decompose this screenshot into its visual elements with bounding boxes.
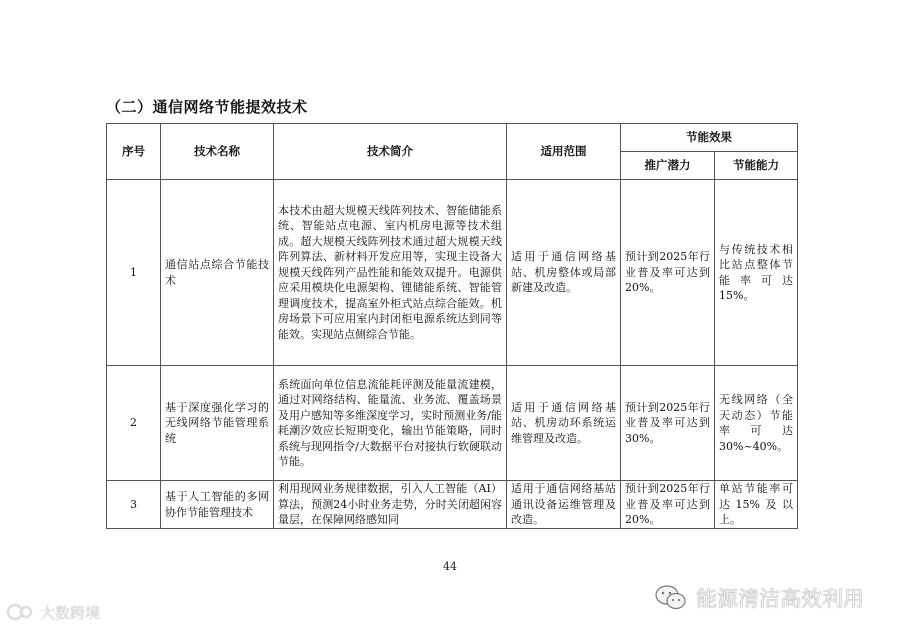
cell-intro: 系统面向单位信息流能耗评测及能量流建模，通过对网络结构、能量流、业务流、覆盖场景及用户感知等多维深度学习，实时预测业务/能耗潮汐效应长短期变化，输出节能策略，同时系统与现网指令/大数据平台对接执行软硬联动节能。 bbox=[274, 366, 507, 481]
cell-scope: 适用于通信网络基站、机房动环系统运维管理及改造。 bbox=[507, 366, 621, 481]
cell-potential: 预计到2025年行业普及率可达到30%。 bbox=[621, 366, 715, 481]
cell-capacity: 无线网络（全天动态）节能率可达30%~40%。 bbox=[715, 366, 798, 481]
cell-potential: 预计到2025年行业普及率可达到20%。 bbox=[621, 180, 715, 366]
cell-name: 基于人工智能的多网协作节能管理技术 bbox=[161, 481, 274, 529]
header-potential: 推广潜力 bbox=[621, 152, 715, 180]
watermark-left-text: 大数跨境 bbox=[40, 603, 101, 622]
watermark-right bbox=[654, 583, 864, 613]
header-name: 技术名称 bbox=[161, 124, 274, 180]
header-effect: 节能效果 bbox=[621, 124, 798, 152]
header-row bbox=[107, 124, 798, 152]
cell-capacity: 与传统技术相比站点整体节能率可达15%。 bbox=[715, 180, 798, 366]
wechat-icon bbox=[654, 583, 688, 613]
header-intro: 技术简介 bbox=[274, 124, 507, 180]
cell-intro: 本技术由超大规模天线阵列技术、智能储能系统、智能站点电源、室内机房电源等技术组成。超大规模天线阵列技术通过超大规模天线阵列算法、新材料开发应用等，实现主设备大规模天线阵列产品性能和能效双提升。电源供应采用模块化电源架构、锂储能系统、智能管理调度技术，提高室外柜式站点综合能效。机房场景下可应用室内封闭柜电源系统达到同等能效。实现站点侧综合节能。 bbox=[274, 180, 507, 366]
header-capacity: 节能能力 bbox=[715, 152, 798, 180]
brand-logo-icon bbox=[6, 601, 34, 623]
header-scope: 适用范围 bbox=[507, 124, 621, 180]
section-title: （二）通信网络节能提效技术 bbox=[106, 98, 308, 116]
technology-table bbox=[106, 123, 798, 529]
watermark-left bbox=[6, 601, 100, 623]
cell-seq: 3 bbox=[107, 481, 161, 529]
table-row bbox=[107, 366, 798, 481]
watermark-right-text: 能源清洁高效利用 bbox=[696, 587, 864, 611]
cell-seq: 1 bbox=[107, 180, 161, 366]
cell-name: 基于深度强化学习的无线网络节能管理系统 bbox=[161, 366, 274, 481]
cell-seq: 2 bbox=[107, 366, 161, 481]
cell-potential: 预计到2025年行业普及率可达到20%。 bbox=[621, 481, 715, 529]
cell-intro: 利用现网业务规律数据，引入人工智能（AI）算法，预测24小时业务走势，分时关闭超闲容量层，在保障网络感知同 bbox=[274, 481, 507, 529]
table-row bbox=[107, 481, 798, 529]
cell-scope: 适用于通信网络基站、机房整体或局部新建及改造。 bbox=[507, 180, 621, 366]
cell-capacity: 单站节能率可达15%及以上。 bbox=[715, 481, 798, 529]
cell-scope: 适用于通信网络基站通讯设备运维管理及改造。 bbox=[507, 481, 621, 529]
cell-name: 通信站点综合节能技术 bbox=[161, 180, 274, 366]
page-number: 44 bbox=[443, 560, 457, 573]
header-seq: 序号 bbox=[107, 124, 161, 180]
table-row bbox=[107, 180, 798, 366]
